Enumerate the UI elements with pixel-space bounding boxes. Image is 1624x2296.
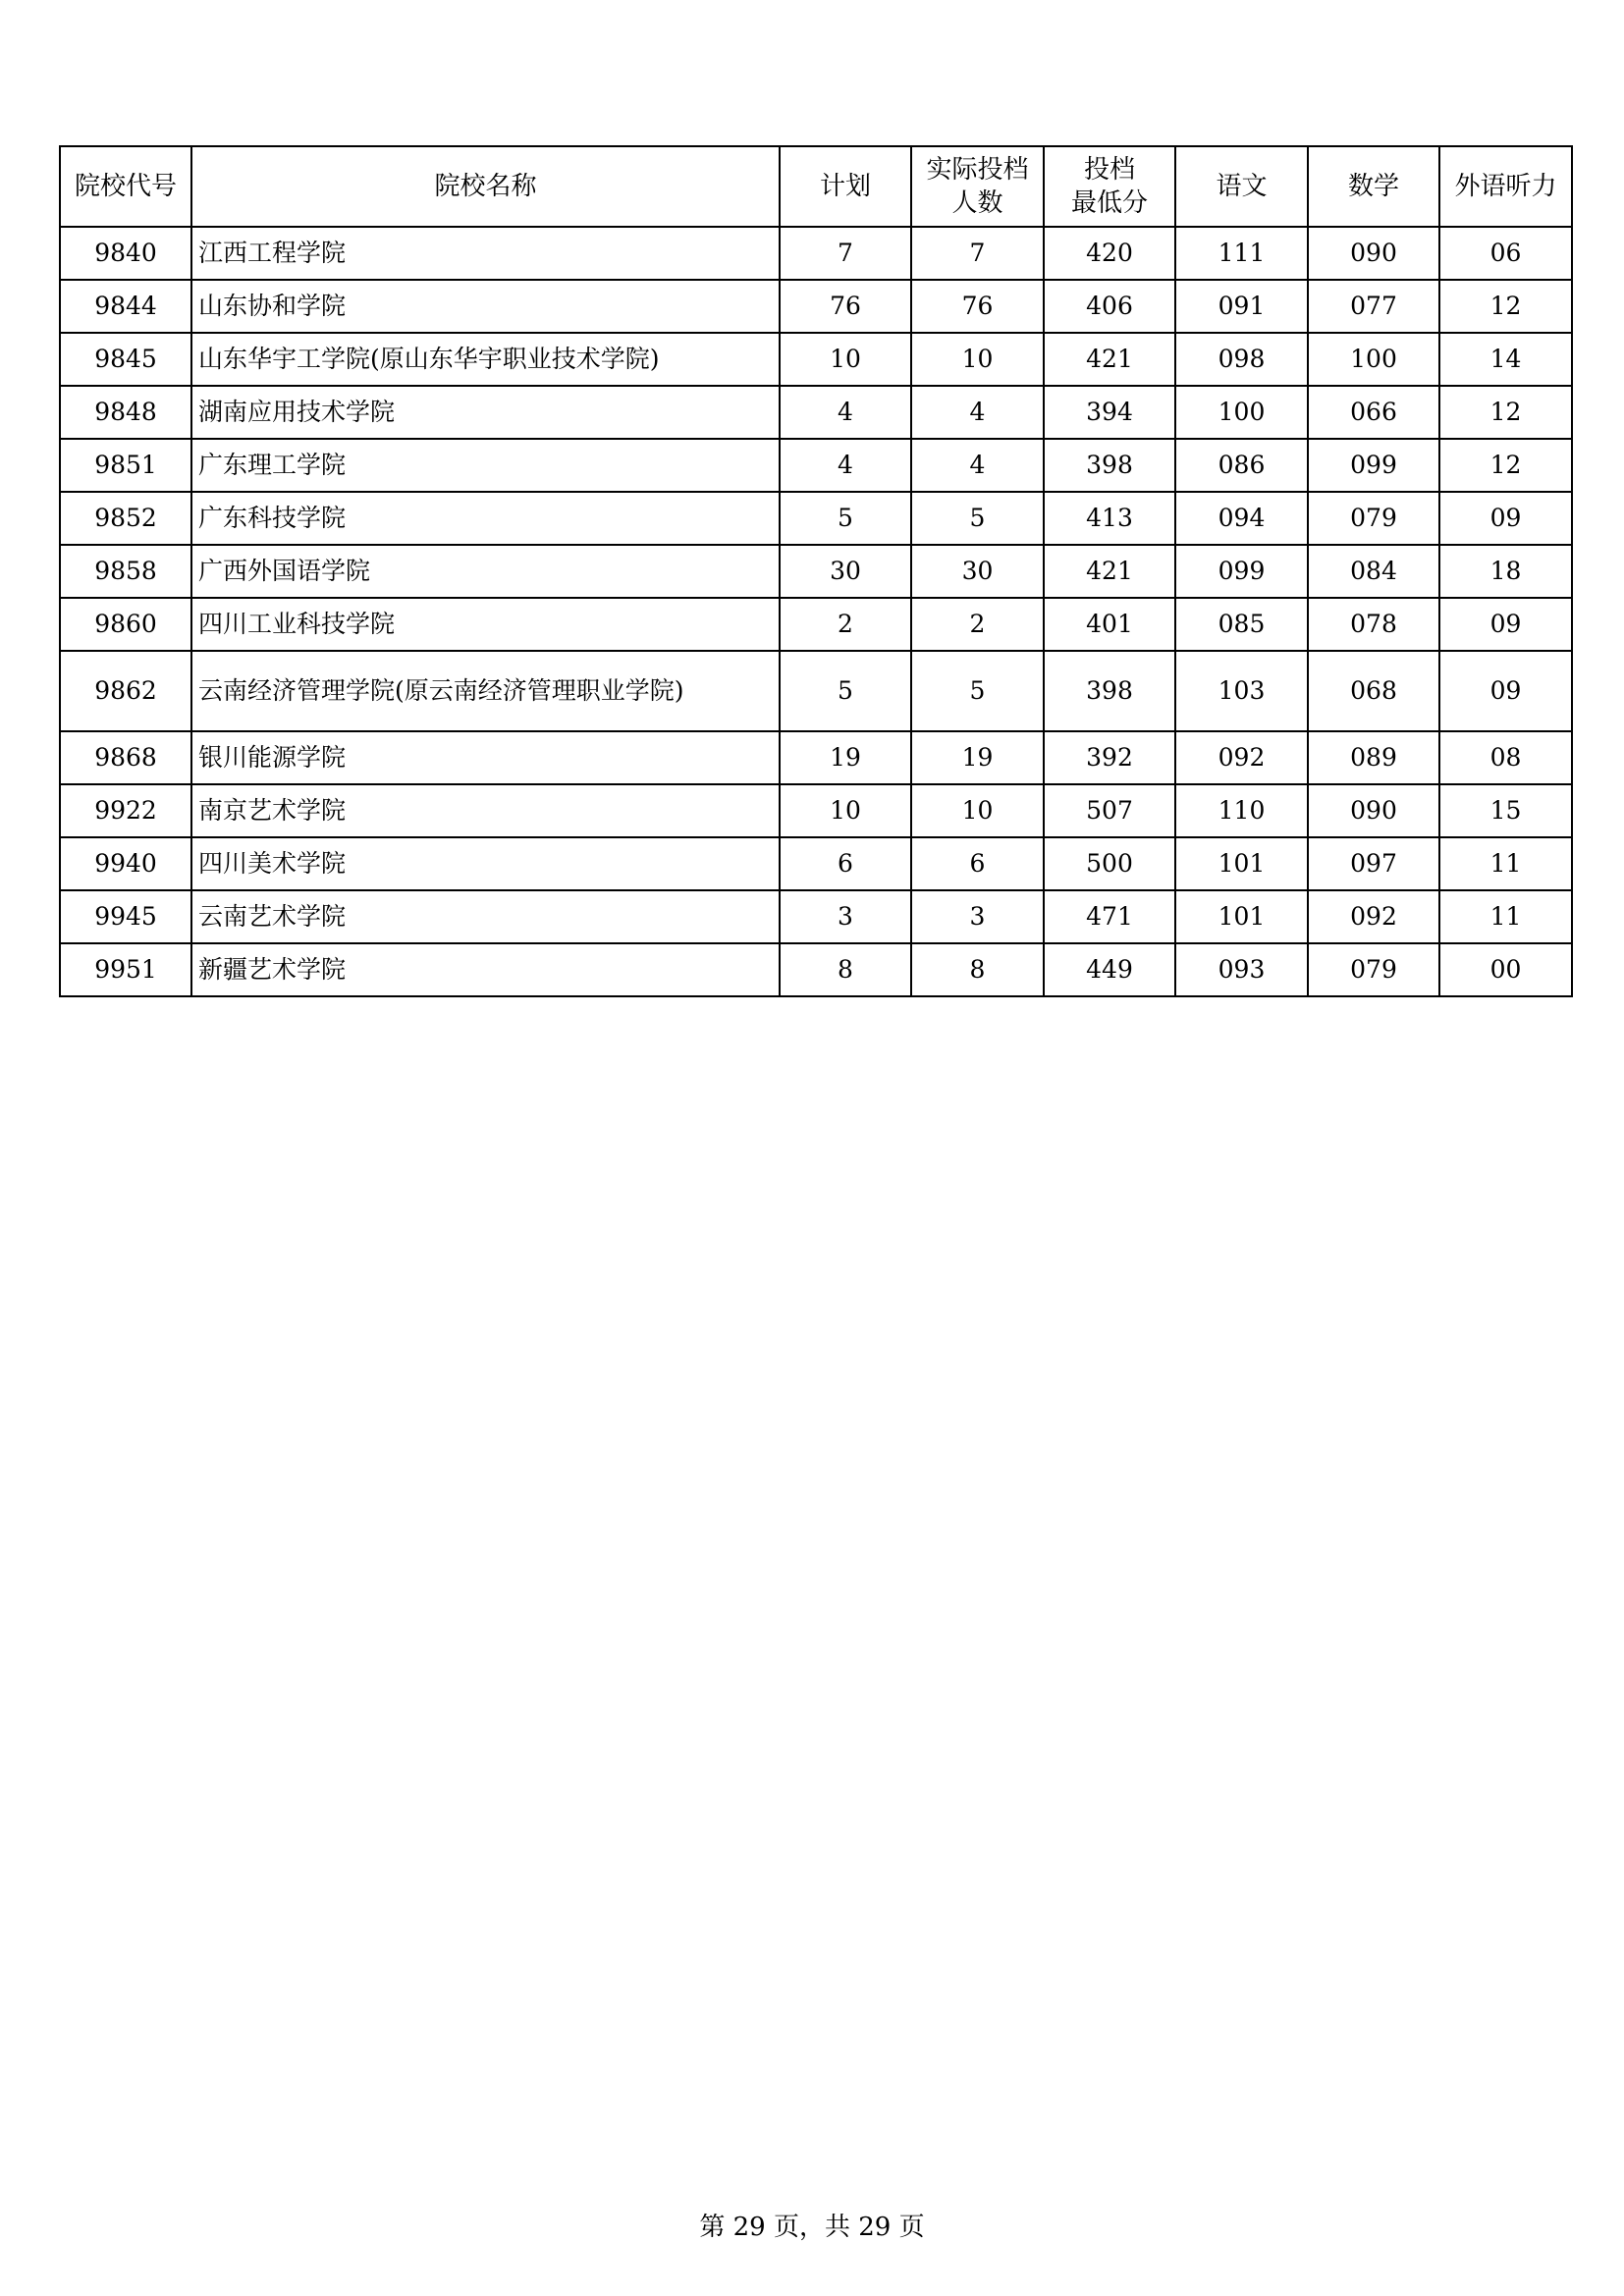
table-row bbox=[60, 545, 1572, 598]
table-row bbox=[60, 386, 1572, 439]
cell-listening: 11 bbox=[1439, 837, 1572, 890]
cell-actual: 10 bbox=[911, 784, 1044, 837]
cell-chinese: 098 bbox=[1175, 333, 1308, 386]
cell-actual: 7 bbox=[911, 227, 1044, 280]
cell-plan: 4 bbox=[780, 439, 911, 492]
cell-listening: 09 bbox=[1439, 492, 1572, 545]
cell-math: 077 bbox=[1308, 280, 1439, 333]
cell-min-score: 398 bbox=[1044, 439, 1175, 492]
cell-actual: 8 bbox=[911, 943, 1044, 996]
cell-math: 089 bbox=[1308, 731, 1439, 784]
table-row bbox=[60, 492, 1572, 545]
page-footer: 第 29 页，共 29 页 bbox=[699, 2213, 925, 2242]
cell-code: 9848 bbox=[60, 386, 191, 439]
cell-actual: 10 bbox=[911, 333, 1044, 386]
cell-min-score: 420 bbox=[1044, 227, 1175, 280]
cell-name: 银川能源学院 bbox=[191, 731, 780, 784]
header-code: 院校代号 bbox=[60, 146, 191, 227]
admissions-table-container bbox=[59, 145, 1573, 997]
cell-plan: 30 bbox=[780, 545, 911, 598]
cell-plan: 3 bbox=[780, 890, 911, 943]
cell-math: 092 bbox=[1308, 890, 1439, 943]
cell-plan: 6 bbox=[780, 837, 911, 890]
header-actual-line1: 实际投档 bbox=[926, 155, 1029, 185]
table-row bbox=[60, 731, 1572, 784]
cell-code: 9860 bbox=[60, 598, 191, 651]
table-row bbox=[60, 333, 1572, 386]
cell-plan: 2 bbox=[780, 598, 911, 651]
cell-plan: 10 bbox=[780, 784, 911, 837]
cell-plan: 5 bbox=[780, 492, 911, 545]
cell-min-score: 421 bbox=[1044, 545, 1175, 598]
table-row bbox=[60, 651, 1572, 731]
header-row bbox=[60, 146, 1572, 227]
cell-actual: 4 bbox=[911, 439, 1044, 492]
cell-listening: 09 bbox=[1439, 651, 1572, 731]
cell-actual: 30 bbox=[911, 545, 1044, 598]
cell-name: 南京艺术学院 bbox=[191, 784, 780, 837]
cell-math: 066 bbox=[1308, 386, 1439, 439]
header-listening: 外语听力 bbox=[1439, 146, 1572, 227]
header-actual bbox=[911, 146, 1044, 227]
cell-name: 江西工程学院 bbox=[191, 227, 780, 280]
cell-listening: 06 bbox=[1439, 227, 1572, 280]
cell-chinese: 100 bbox=[1175, 386, 1308, 439]
cell-code: 9858 bbox=[60, 545, 191, 598]
cell-chinese: 092 bbox=[1175, 731, 1308, 784]
cell-plan: 76 bbox=[780, 280, 911, 333]
cell-plan: 5 bbox=[780, 651, 911, 731]
cell-name: 云南艺术学院 bbox=[191, 890, 780, 943]
cell-chinese: 093 bbox=[1175, 943, 1308, 996]
cell-chinese: 094 bbox=[1175, 492, 1308, 545]
cell-plan: 19 bbox=[780, 731, 911, 784]
cell-actual: 3 bbox=[911, 890, 1044, 943]
header-math: 数学 bbox=[1308, 146, 1439, 227]
cell-min-score: 413 bbox=[1044, 492, 1175, 545]
cell-plan: 10 bbox=[780, 333, 911, 386]
cell-code: 9940 bbox=[60, 837, 191, 890]
cell-code: 9845 bbox=[60, 333, 191, 386]
cell-math: 090 bbox=[1308, 784, 1439, 837]
table-row bbox=[60, 890, 1572, 943]
cell-math: 099 bbox=[1308, 439, 1439, 492]
cell-min-score: 398 bbox=[1044, 651, 1175, 731]
cell-actual: 19 bbox=[911, 731, 1044, 784]
cell-name: 山东华宇工学院(原山东华宇职业技术学院) bbox=[191, 333, 780, 386]
cell-plan: 8 bbox=[780, 943, 911, 996]
cell-chinese: 085 bbox=[1175, 598, 1308, 651]
cell-name: 四川美术学院 bbox=[191, 837, 780, 890]
cell-code: 9840 bbox=[60, 227, 191, 280]
cell-actual: 4 bbox=[911, 386, 1044, 439]
cell-chinese: 099 bbox=[1175, 545, 1308, 598]
table-row bbox=[60, 943, 1572, 996]
cell-code: 9868 bbox=[60, 731, 191, 784]
cell-code: 9852 bbox=[60, 492, 191, 545]
cell-chinese: 086 bbox=[1175, 439, 1308, 492]
cell-listening: 12 bbox=[1439, 439, 1572, 492]
header-min-score bbox=[1044, 146, 1175, 227]
cell-name: 广东理工学院 bbox=[191, 439, 780, 492]
cell-name: 四川工业科技学院 bbox=[191, 598, 780, 651]
cell-plan: 7 bbox=[780, 227, 911, 280]
cell-listening: 14 bbox=[1439, 333, 1572, 386]
cell-chinese: 103 bbox=[1175, 651, 1308, 731]
cell-chinese: 101 bbox=[1175, 837, 1308, 890]
cell-name: 云南经济管理学院(原云南经济管理职业学院) bbox=[191, 651, 780, 731]
cell-min-score: 392 bbox=[1044, 731, 1175, 784]
table-row bbox=[60, 280, 1572, 333]
cell-code: 9922 bbox=[60, 784, 191, 837]
cell-listening: 09 bbox=[1439, 598, 1572, 651]
cell-min-score: 406 bbox=[1044, 280, 1175, 333]
table-body bbox=[60, 227, 1572, 996]
cell-name: 山东协和学院 bbox=[191, 280, 780, 333]
cell-math: 097 bbox=[1308, 837, 1439, 890]
cell-code: 9851 bbox=[60, 439, 191, 492]
cell-min-score: 500 bbox=[1044, 837, 1175, 890]
cell-min-score: 449 bbox=[1044, 943, 1175, 996]
cell-name: 新疆艺术学院 bbox=[191, 943, 780, 996]
cell-name: 广西外国语学院 bbox=[191, 545, 780, 598]
table-row bbox=[60, 227, 1572, 280]
header-chinese: 语文 bbox=[1175, 146, 1308, 227]
header-name: 院校名称 bbox=[191, 146, 780, 227]
cell-actual: 76 bbox=[911, 280, 1044, 333]
cell-actual: 6 bbox=[911, 837, 1044, 890]
cell-chinese: 101 bbox=[1175, 890, 1308, 943]
admissions-table bbox=[59, 145, 1573, 997]
table-row bbox=[60, 784, 1572, 837]
cell-min-score: 507 bbox=[1044, 784, 1175, 837]
cell-name: 广东科技学院 bbox=[191, 492, 780, 545]
table-row bbox=[60, 439, 1572, 492]
cell-listening: 08 bbox=[1439, 731, 1572, 784]
cell-math: 068 bbox=[1308, 651, 1439, 731]
cell-plan: 4 bbox=[780, 386, 911, 439]
cell-math: 078 bbox=[1308, 598, 1439, 651]
cell-name: 湖南应用技术学院 bbox=[191, 386, 780, 439]
cell-chinese: 110 bbox=[1175, 784, 1308, 837]
cell-chinese: 111 bbox=[1175, 227, 1308, 280]
header-plan: 计划 bbox=[780, 146, 911, 227]
cell-listening: 15 bbox=[1439, 784, 1572, 837]
table-row bbox=[60, 837, 1572, 890]
cell-math: 090 bbox=[1308, 227, 1439, 280]
cell-min-score: 394 bbox=[1044, 386, 1175, 439]
cell-min-score: 401 bbox=[1044, 598, 1175, 651]
table-row bbox=[60, 598, 1572, 651]
cell-math: 079 bbox=[1308, 943, 1439, 996]
header-min-line2: 最低分 bbox=[1070, 188, 1148, 218]
cell-code: 9862 bbox=[60, 651, 191, 731]
cell-listening: 18 bbox=[1439, 545, 1572, 598]
header-min-line1: 投档 bbox=[1083, 155, 1135, 185]
cell-min-score: 421 bbox=[1044, 333, 1175, 386]
cell-actual: 2 bbox=[911, 598, 1044, 651]
cell-listening: 00 bbox=[1439, 943, 1572, 996]
cell-listening: 11 bbox=[1439, 890, 1572, 943]
cell-actual: 5 bbox=[911, 492, 1044, 545]
cell-code: 9844 bbox=[60, 280, 191, 333]
cell-chinese: 091 bbox=[1175, 280, 1308, 333]
cell-math: 100 bbox=[1308, 333, 1439, 386]
cell-min-score: 471 bbox=[1044, 890, 1175, 943]
cell-math: 079 bbox=[1308, 492, 1439, 545]
cell-listening: 12 bbox=[1439, 386, 1572, 439]
cell-math: 084 bbox=[1308, 545, 1439, 598]
cell-code: 9951 bbox=[60, 943, 191, 996]
header-actual-line2: 人数 bbox=[951, 188, 1003, 218]
cell-listening: 12 bbox=[1439, 280, 1572, 333]
cell-actual: 5 bbox=[911, 651, 1044, 731]
cell-code: 9945 bbox=[60, 890, 191, 943]
